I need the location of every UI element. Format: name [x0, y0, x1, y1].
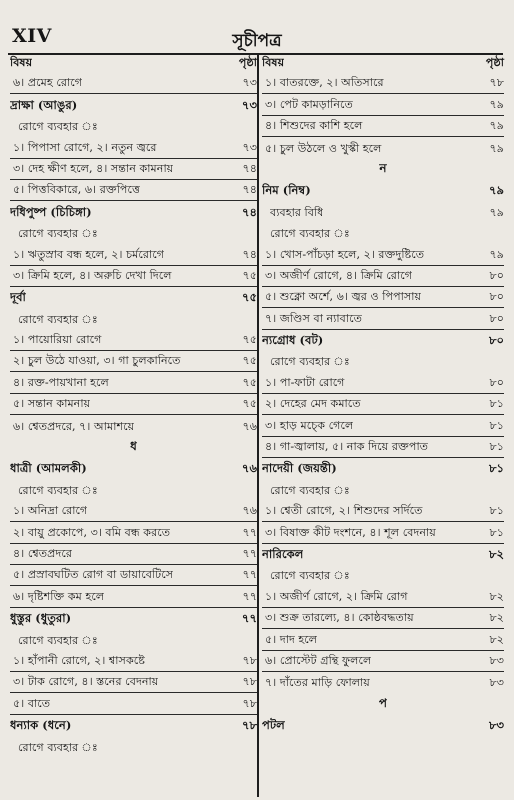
index-entry [262, 137, 504, 158]
page-ref: ৭৫ [241, 290, 257, 305]
plant-heading [10, 201, 257, 222]
page-title: সূচীপত্র [232, 31, 282, 51]
usage-subheading-text: রোগে ব্যবহার ঃ [18, 633, 98, 647]
usage-subheading [10, 308, 257, 329]
plant-heading-text: নাদেয়ী (জয়ন্তী) [262, 461, 337, 476]
index-entry-text: ১। ঋতুস্রাব বন্ধ হলে, ২। চর্মরোগে [13, 247, 165, 261]
letter-divider-text: ন [379, 160, 387, 175]
page-ref: ৭৫ [242, 354, 257, 368]
usage-subheading-text: ব্যবহার বিধি [270, 205, 324, 219]
page-ref: ৭৯ [489, 205, 504, 219]
index-entry-text: ৫। দাদ হলে [265, 632, 318, 646]
usage-subheading-text: রোগে ব্যবহার ঃ [270, 355, 350, 369]
page-ref: ৮১ [488, 461, 504, 476]
page-ref: ৮১ [489, 504, 504, 518]
page-ref: ৭৮ [241, 718, 257, 733]
letter-divider [10, 437, 257, 458]
usage-subheading [262, 351, 504, 372]
right-column [262, 55, 504, 736]
index-entry [262, 672, 504, 693]
page-ref: ৮১ [489, 525, 504, 539]
index-entry-text: ৩। পেট কামড়ানিতে [265, 97, 353, 111]
page-ref: ৭৯ [489, 141, 504, 155]
page-ref: ৭৮ [242, 675, 257, 689]
page-ref: ৮০ [488, 333, 504, 348]
index-entry-text: ৭। জণ্ডিস বা ন্যাবাতে [265, 311, 363, 325]
page-ref: ৮২ [488, 546, 504, 561]
index-entry [262, 266, 504, 287]
index-entry-text: ৪। রক্ত-পায়খানা হলে [13, 375, 109, 389]
index-entry [10, 522, 257, 543]
index-entry-text: ৩। টাক রোগে, ৪। স্তনের বেদনায় [13, 675, 159, 689]
page-ref: ৭৪ [242, 247, 257, 261]
page-number: XIV [12, 25, 52, 47]
page-ref: ৭৬ [241, 461, 257, 476]
page-ref: ৭৫ [242, 397, 257, 411]
page-ref: পৃষ্ঠা [238, 55, 257, 69]
letter-divider-text: ধ [130, 439, 137, 454]
page-ref: ৮৩ [488, 718, 504, 733]
page-ref: ৮০ [489, 375, 504, 389]
index-entry-text: ৫। সন্তান কামনায় [13, 397, 91, 411]
plant-heading [10, 715, 257, 736]
plant-heading [262, 458, 504, 479]
index-entry [262, 287, 504, 308]
page-ref: ৮১ [489, 418, 504, 432]
page-ref: ৭৩ [242, 76, 257, 90]
page-ref: ৭৩ [242, 140, 257, 154]
plant-heading-text: দূর্বা [10, 290, 26, 305]
usage-subheading [10, 116, 257, 137]
page-ref: ৭৭ [242, 525, 257, 539]
index-entry [262, 244, 504, 265]
usage-subheading-text: রোগে ব্যবহার ঃ [18, 483, 98, 497]
index-entry-text: ৬। প্রোস্টেট গ্রন্থি ফুললে [265, 653, 372, 667]
page-ref: ৭৬ [242, 504, 257, 518]
index-entry [10, 330, 257, 351]
column-header-text: বিষয় [10, 55, 33, 69]
plant-heading-text: পটল [262, 718, 285, 733]
page-ref: ৭৬ [242, 419, 257, 433]
page-ref: ৮২ [489, 589, 504, 603]
index-entry [10, 651, 257, 672]
usage-subheading [10, 479, 257, 500]
page-ref: পৃষ্ঠা [485, 55, 504, 69]
page-ref: ৭৩ [241, 97, 257, 112]
page-ref: ৭৭ [242, 568, 257, 582]
plant-heading-text: দধিপুষ্প (চিচিঙ্গা) [10, 204, 92, 219]
page-ref: ৮২ [489, 611, 504, 625]
index-entry [262, 308, 504, 329]
plant-heading [10, 287, 257, 308]
page-ref: ৭৫ [242, 333, 257, 347]
page-ref: ৭৪ [241, 204, 257, 219]
index-entry-text: ২। চুল উঠে যাওয়া, ৩। গা চুলকানিতে [13, 354, 181, 368]
usage-subheading-text: রোগে ব্যবহার ঃ [270, 569, 350, 583]
page-ref: ৭৭ [241, 611, 257, 626]
index-entry [10, 672, 257, 693]
usage-subheading-text: রোগে ব্যবহার ঃ [270, 227, 350, 241]
index-entry [262, 116, 504, 137]
index-entry-text: ৭। দাঁতের মাড়ি ফোলায় [265, 676, 370, 690]
index-entry [10, 501, 257, 522]
plant-heading [10, 94, 257, 115]
plant-heading-text: নারিকেল [262, 546, 304, 561]
page-ref: ৭৯ [488, 183, 504, 198]
page-ref: ৭৮ [242, 653, 257, 667]
index-entry-text: ৪। গা-জ্বালায়, ৫। নাক দিয়ে রক্তপাত [265, 440, 429, 454]
index-entry [262, 608, 504, 629]
index-entry-text: ১। বাতরক্তে, ২। অতিসারে [265, 76, 384, 90]
index-entry-text: ২। দেহের মেদ কমাতে [265, 397, 361, 411]
index-entry [262, 522, 504, 543]
index-entry [262, 94, 504, 115]
plant-heading-text: ন্যগ্রোধ (বট) [262, 333, 324, 348]
usage-subheading-text: রোগে ব্যবহার ঃ [270, 483, 350, 497]
page-ref: ৮৩ [489, 653, 504, 667]
usage-subheading [10, 223, 257, 244]
plant-heading-text: ধাত্রী (আমলকী) [10, 461, 87, 476]
column-header [10, 55, 257, 73]
page-ref: ৮০ [489, 311, 504, 325]
page-ref: ৭৯ [489, 97, 504, 111]
index-entry-text: ৬। শ্বেতপ্রদরে, ৭। আমাশয়ে [13, 419, 135, 433]
usage-subheading [262, 565, 504, 586]
letter-divider [262, 159, 504, 180]
index-entry-text: ৫। শুক্নো অর্শে, ৬। জ্বর ও পিপাসায় [265, 290, 422, 304]
index-entry-text: ৩। শুক্র তারল্যে, ৪। কোষ্ঠবদ্ধতায় [265, 611, 414, 625]
index-entry [262, 629, 504, 650]
plant-heading [262, 180, 504, 201]
plant-heading-text: ধুস্তুর (ধুতুরা) [10, 611, 72, 626]
index-entry [10, 351, 257, 372]
index-entry [262, 437, 504, 458]
plant-heading [262, 544, 504, 565]
index-entry-text: ১। হাঁপানী রোগে, ২। শ্বাসকষ্টে [13, 653, 145, 667]
usage-subheading-text: রোগে ব্যবহার ঃ [18, 227, 98, 241]
index-entry [10, 415, 257, 436]
index-entry [10, 586, 257, 607]
index-entry-text: ১। পায়োরিয়া রোগে [13, 333, 102, 347]
index-entry-text: ৫। পিত্তবিকারে, ৬। রক্তপিত্তে [13, 183, 141, 197]
page-ref: ৮০ [489, 290, 504, 304]
index-entry [262, 372, 504, 393]
index-entry [262, 394, 504, 415]
index-entry-text: ৪। শিশুদের কাশি হলে [265, 119, 363, 133]
page-ref: ৮১ [489, 440, 504, 454]
index-entry-text: ১। শ্বেতী রোগে, ২। শিশুদের সর্দিতে [265, 504, 423, 518]
page-ref: ৭৮ [242, 696, 257, 710]
index-entry-text: ৫। বাতে [13, 696, 51, 710]
plant-heading [10, 458, 257, 479]
index-entry [10, 693, 257, 714]
index-entry-text: ৬। প্রমেহ রোগে [13, 76, 83, 90]
index-entry [10, 180, 257, 201]
letter-divider-text: প [378, 695, 388, 710]
index-entry [10, 159, 257, 180]
page-ref: ৭৮ [489, 76, 504, 90]
index-entry [262, 501, 504, 522]
usage-subheading [10, 736, 257, 757]
index-entry-text: ৩। দেহ ক্ষীণ হলে, ৪। সন্তান কামনায় [13, 161, 174, 175]
page-ref: ৮৩ [489, 676, 504, 690]
index-entry [262, 415, 504, 436]
usage-subheading [262, 479, 504, 500]
index-entry [10, 394, 257, 415]
plant-heading [10, 608, 257, 629]
index-entry-text: ৫। চুল উঠলে ও খুস্কী হলে [265, 141, 382, 155]
page-ref: ৭৪ [242, 183, 257, 197]
index-entry-text: ১। পা-ফাটা রোগে [265, 375, 345, 389]
plant-heading-text: নিম (নিম্ব) [262, 183, 311, 198]
plant-heading [262, 715, 504, 736]
index-entry-text: ১। পিপাসা রোগে, ২। নতুন জ্বরে [13, 140, 157, 154]
column-header-text: বিষয় [262, 55, 285, 69]
index-entry [10, 73, 257, 94]
column-header [262, 55, 504, 73]
usage-subheading-text: রোগে ব্যবহার ঃ [18, 120, 98, 134]
index-entry-text: ১। অনিদ্রা রোগে [13, 504, 88, 518]
page-ref: ৭৭ [242, 546, 257, 560]
usage-subheading [262, 223, 504, 244]
plant-heading [262, 330, 504, 351]
plant-heading-text: ধন্যাক (ধনে) [10, 718, 72, 733]
page-ref: ৮০ [489, 268, 504, 282]
page-ref: ৭৫ [242, 268, 257, 282]
column-divider [257, 55, 259, 797]
index-entry-text: ১। খোস-পাঁচড়া হলে, ২। রক্তদুষ্টিতে [265, 247, 425, 261]
left-column [10, 55, 257, 758]
index-entry [10, 137, 257, 158]
index-entry-text: ৫। প্রস্রাবঘটিত রোগ বা ডায়াবেটিসে [13, 568, 174, 582]
page-ref: ৭৪ [242, 161, 257, 175]
index-entry-text: ১। অজীর্ণ রোগে, ২। ক্রিমি রোগ [265, 589, 408, 603]
index-entry-text: ৩। হাড় মচ্কে গেলে [265, 418, 354, 432]
index-entry [262, 73, 504, 94]
index-entry [262, 651, 504, 672]
usage-subheading-text: রোগে ব্যবহার ঃ [18, 740, 98, 754]
index-entry-text: ৩। অজীর্ণ রোগে, ৪। ক্রিমি রোগে [265, 268, 413, 282]
page-ref: ৭৫ [242, 375, 257, 389]
usage-subheading [262, 201, 504, 222]
usage-subheading-text: রোগে ব্যবহার ঃ [18, 312, 98, 326]
page-ref: ৮১ [489, 397, 504, 411]
index-entry-text: ২। বায়ু প্রকোপে, ৩। বমি বন্ধ করতে [13, 525, 171, 539]
page-ref: ৮২ [489, 632, 504, 646]
page-ref: ৭৯ [489, 247, 504, 261]
plant-heading-text: দ্রাক্ষা (আঙুর) [10, 97, 78, 112]
index-entry-text: ৩। ক্রিমি হলে, ৪। অরুচি দেখা দিলে [13, 268, 172, 282]
index-entry [10, 244, 257, 265]
index-entry [262, 586, 504, 607]
index-entry [10, 544, 257, 565]
letter-divider [262, 693, 504, 714]
index-entry-text: ৪। শ্বেতপ্রদরে [13, 546, 73, 560]
index-entry-text: ৬। দৃষ্টিশক্তি কম হলে [13, 589, 105, 603]
page-ref: ৭৯ [489, 119, 504, 133]
index-entry [10, 266, 257, 287]
page-ref: ৭৭ [242, 589, 257, 603]
index-entry [10, 565, 257, 586]
index-entry-text: ৩। বিষাক্ত কীট দংশনে, ৪। শূল বেদনায় [265, 525, 436, 539]
usage-subheading [10, 629, 257, 650]
index-entry [10, 372, 257, 393]
